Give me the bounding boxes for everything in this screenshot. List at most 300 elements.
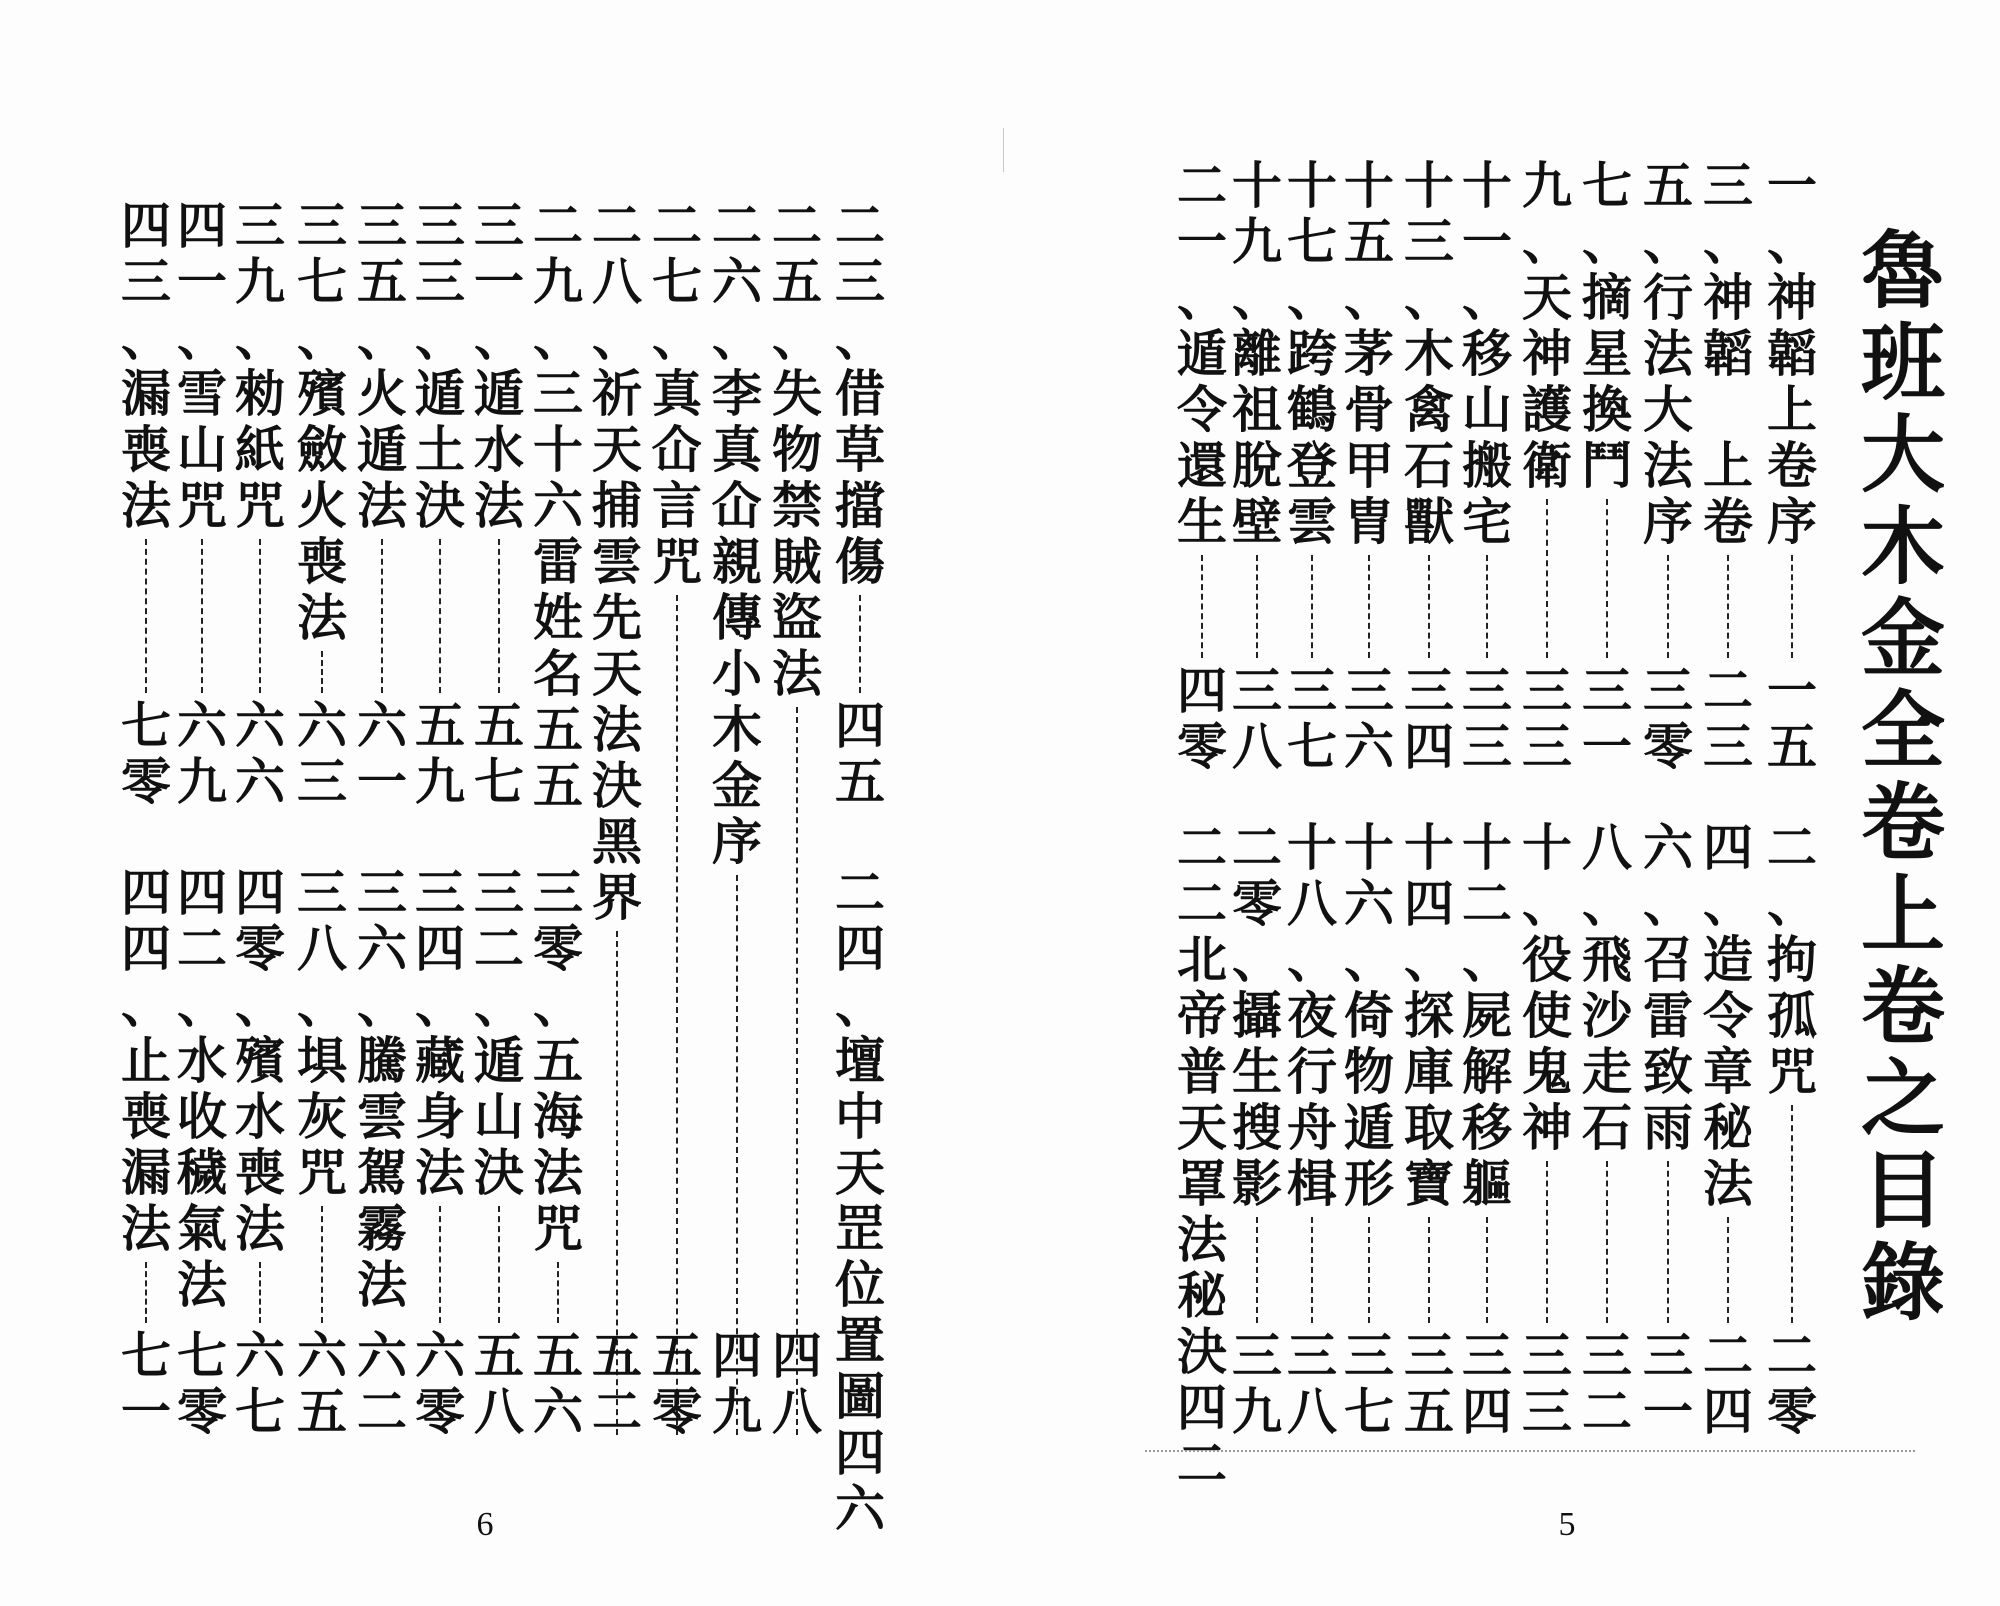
entry-char: 脫 [1232,436,1282,495]
entry-char: 三 [533,364,583,423]
page-digit: 三 [1462,661,1512,720]
entry-char: 金 [712,756,762,815]
entry-char: 造 [1703,930,1753,989]
entry-char: 、 [1703,212,1753,271]
dotted-leader [259,1262,261,1323]
entry-char: 中 [835,1087,885,1146]
page-digit: 三 [1643,1326,1693,1385]
entry-heading [1225,158,1289,550]
entry-char: 、 [712,308,762,367]
entry-char: 斂 [297,420,347,479]
entry-char: 、 [357,975,407,1034]
page-digit: 零 [177,1382,227,1441]
dotted-leader [498,1206,500,1323]
dotted-leader [1667,555,1669,658]
dotted-leader [439,1206,441,1323]
entry-char: 仚 [712,476,762,535]
dotted-leader [1727,555,1729,658]
toc-entry-upper [645,198,709,1440]
entry-char: 親 [712,532,762,591]
toc-entry-lower [1760,820,1824,1440]
entry-char: 、 [1344,930,1394,989]
entry-char: 火 [297,476,347,535]
dotted-leader [1486,555,1488,658]
entry-char: 舟 [1287,1098,1337,1157]
dotted-leader [1311,1217,1313,1323]
page-digit: 三 [1522,1382,1572,1441]
entry-char: 、 [652,308,702,367]
page-digit: 三 [1462,1326,1512,1385]
entry-char: 咒 [297,1143,347,1202]
entry-char: 置 [835,1311,885,1370]
page-digit: 六 [533,1382,583,1441]
entry-char: 遁 [1177,324,1227,383]
entry-page-number [526,702,590,814]
entry-char: 序 [1767,492,1817,551]
entry-char: 真 [652,364,702,423]
toc-entry-lower [526,865,590,1440]
entry-char: 登 [1287,436,1337,495]
entry-page-number [408,1328,472,1440]
entry-char: 祖 [1232,380,1282,439]
entry-page-number [350,698,414,810]
entry-char: 三 [835,252,885,311]
entry-heading [228,865,292,1257]
page-digit: 三 [1232,1326,1282,1385]
toc-entry-upper [765,198,829,1440]
entry-char: 一 [177,252,227,311]
toc-entry-lower [467,865,531,1440]
dotted-leader [1546,1161,1548,1323]
entry-char: 四 [177,863,227,922]
entry-char: 六 [533,476,583,535]
entry-char: 勑 [235,364,285,423]
entry-page-number [1397,663,1461,775]
entry-char: 木 [1404,324,1454,383]
entry-char: 序 [1643,492,1693,551]
page-digit: 五 [652,1326,702,1385]
entry-char: 捕 [592,476,642,535]
entry-char: 三 [235,196,285,255]
page-digit: 二 [357,1382,407,1441]
entry-char: 換 [1582,380,1632,439]
entry-char [1696,382,1760,438]
entry-char: 先 [592,588,642,647]
entry-char: 三 [1404,212,1454,271]
page-digit: 六 [1344,717,1394,776]
dotted-leader [1428,1217,1430,1323]
entry-char: 三 [415,196,465,255]
dotted-leader [1791,555,1793,658]
entry-heading [1636,820,1700,1156]
entry-char: 、 [835,975,885,1034]
entry-char: 十 [1232,156,1282,215]
entry-char: 漏 [121,1143,171,1202]
entry-char: 、 [297,308,347,367]
entry-char: 穢 [177,1143,227,1202]
entry-char: 搜 [1232,1098,1282,1157]
dotted-leader [557,1262,559,1323]
toc-entry-lower [408,865,472,1440]
entry-char: 三 [121,252,171,311]
page-digit: 三 [1522,1326,1572,1385]
entry-heading [1760,158,1824,550]
entry-char: 土 [415,420,465,479]
entry-char: 、 [1703,874,1753,933]
entry-heading [1337,158,1401,550]
entry-char: 殯 [235,1031,285,1090]
entry-char: 、 [474,975,524,1034]
entry-char: 擋 [835,476,885,535]
entry-char: 二 [712,196,762,255]
page-digit: 五 [592,1326,642,1385]
toc-entry-lower [170,865,234,1440]
entry-page-number [467,698,531,810]
entry-page-number [585,1328,649,1440]
toc-title-char: 目 [1860,1141,1945,1240]
entry-char: 令 [1703,986,1753,1045]
entry-char: 物 [1344,1042,1394,1101]
entry-char: 九 [235,252,285,311]
toc-entry-upper [526,196,590,815]
entry-char: 解 [1462,1042,1512,1101]
page-digit: 三 [1344,1326,1394,1385]
entry-char: 黑 [592,812,642,871]
entry-page-number [1636,1328,1700,1440]
toc-entry-lower [1280,820,1344,1440]
entry-char: 禁 [772,476,822,535]
entry-page-number [1575,663,1639,775]
dotted-leader [439,539,441,693]
entry-char: 法 [1177,1210,1227,1269]
entry-char: 法 [357,1255,407,1314]
entry-page-number [290,698,354,810]
entry-heading [1280,158,1344,550]
page-digit: 一 [121,1382,171,1441]
entry-char: 胄 [1344,492,1394,551]
page-digit: 一 [357,752,407,811]
entry-heading [1515,158,1579,494]
entry-char: 盜 [772,588,822,647]
entry-heading [1575,158,1639,494]
dotted-leader [145,1262,147,1323]
entry-char: 、 [1643,874,1693,933]
entry-char: 賊 [772,532,822,591]
entry-char: 雪 [177,364,227,423]
entry-char: 、 [835,308,885,367]
entry-char: 壁 [1232,492,1282,551]
entry-char: 零 [235,919,285,978]
dotted-leader [676,595,678,1435]
page-number-left: 6 [476,1506,494,1543]
entry-page-number [1760,663,1824,775]
entry-char: 七 [652,252,702,311]
page-digit: 五 [533,1326,583,1385]
entry-char: 軀 [1462,1154,1512,1213]
entry-char: 十 [1287,156,1337,215]
toc-title-char: 魯 [1860,221,1945,320]
entry-char: 搬 [1462,436,1512,495]
entry-char: 、 [1767,212,1817,271]
entry-char: 夜 [1287,986,1337,1045]
entry-char: 、 [235,308,285,367]
entry-page-number [1760,1328,1824,1440]
toc-title-char: 班 [1860,313,1945,412]
entry-char: 法 [1643,436,1693,495]
entry-char: 衛 [1522,436,1572,495]
toc-entry-upper [1696,158,1760,775]
entry-char: 茅 [1344,324,1394,383]
page-digit: 七 [1344,1382,1394,1441]
entry-char: 秘 [1703,1098,1753,1157]
entry-char: 鬥 [1582,436,1632,495]
toc-entry-upper [1760,158,1824,775]
entry-char: 行 [1643,268,1693,327]
entry-char: 十 [1344,156,1394,215]
page-digit: 二 [1703,661,1753,720]
entry-char: 探 [1404,986,1454,1045]
entry-char: 十 [1344,818,1394,877]
page-digit: 五 [1404,1382,1454,1441]
entry-char: 移 [1462,1098,1512,1157]
entry-heading [228,198,292,534]
dotted-leader [1201,555,1203,658]
entry-heading [526,865,590,1257]
entry-char: 倚 [1344,986,1394,1045]
entry-char: 三 [297,196,347,255]
entry-page-number [1170,663,1234,775]
page-digit: 七 [121,696,171,755]
entry-page-number [1397,1328,1461,1440]
page-digit: 五 [835,752,885,811]
toc-entry-upper [228,198,292,810]
entry-char: 三 [297,863,347,922]
entry-char: 、 [1767,874,1817,933]
entry-char: 使 [1522,986,1572,1045]
toc-entry-upper [705,198,769,1440]
toc-entry-lower [1696,820,1760,1440]
entry-char: 十 [1522,818,1572,877]
entry-char: 、 [1522,874,1572,933]
entry-heading [1280,820,1344,1212]
entry-char: 八 [592,252,642,311]
entry-char: 天 [592,420,642,479]
entry-page-number [828,698,892,810]
page-digit: 三 [1582,661,1632,720]
entry-char: 攝 [1232,986,1282,1045]
entry-char: 法 [533,1143,583,1202]
entry-heading [585,198,649,926]
page-digit: 四 [835,1423,885,1482]
entry-char: 一 [474,252,524,311]
entry-char: 取 [1404,1098,1454,1157]
entry-char: 罡 [835,1199,885,1258]
entry-char: 行 [1287,1042,1337,1101]
entry-char: 章 [1703,1042,1753,1101]
entry-char: 法 [474,476,524,535]
entry-char: 遁 [357,420,407,479]
dotted-leader [201,539,203,693]
entry-char: 十 [1287,818,1337,877]
entry-char: 二 [835,196,885,255]
entry-char: 致 [1643,1042,1693,1101]
dotted-leader [321,651,323,693]
page-number-right: 5 [1558,1506,1576,1543]
page-digit: 七 [121,1326,171,1385]
dotted-leader [1368,1217,1370,1323]
right-page [1000,0,2000,1606]
entry-char: 言 [652,476,702,535]
toc-entry-upper [467,198,531,810]
page-digit: 二 [1177,1434,1227,1493]
entry-char: 名 [533,644,583,703]
entry-char: 十 [1404,818,1454,877]
entry-page-number [114,698,178,810]
entry-heading [1337,820,1401,1212]
page-digit: 三 [1703,717,1753,776]
entry-char: 十 [1462,818,1512,877]
entry-char: 姓 [533,588,583,647]
entry-heading [408,865,472,1201]
entry-page-number [170,698,234,810]
entry-char: 召 [1643,930,1693,989]
page-digit: 三 [1287,1326,1337,1385]
entry-char: 二 [474,919,524,978]
toc-entry-lower [1170,818,1234,1493]
entry-char: 二 [1462,874,1512,933]
entry-char: 雲 [592,532,642,591]
entry-char: 山 [177,420,227,479]
dotted-leader [1606,1161,1608,1323]
entry-char: 、 [533,308,583,367]
entry-char: 法 [357,476,407,535]
entry-char: 位 [835,1255,885,1314]
entry-heading [828,865,892,1425]
entry-page-number [114,1328,178,1440]
entry-char: 天 [1177,1098,1227,1157]
entry-char: 離 [1232,324,1282,383]
entry-char: 七 [297,252,347,311]
entry-page-number [1280,663,1344,775]
toc-entry-upper [1515,158,1579,775]
entry-char: 三 [357,196,407,255]
entry-char: 七 [1287,212,1337,271]
page-digit: 四 [835,696,885,755]
page-digit: 五 [474,696,524,755]
entry-char: 二 [1177,874,1227,933]
entry-char: 六 [712,252,762,311]
entry-char: 神 [1522,324,1572,383]
entry-char: 雷 [533,532,583,591]
dotted-leader [381,539,383,693]
entry-heading [1760,820,1824,1100]
page-digit: 四 [1177,661,1227,720]
entry-char: 四 [1703,818,1753,877]
entry-char: 、 [1582,874,1632,933]
entry-char: 十 [1404,156,1454,215]
entry-char: 決 [474,1143,524,1202]
entry-char: 遁 [1344,1098,1394,1157]
entry-char: 駕 [357,1143,407,1202]
entry-char: 罩 [1177,1154,1227,1213]
entry-char: 六 [1344,874,1394,933]
toc-entry-lower [828,863,892,1538]
entry-page-number [1455,1328,1519,1440]
entry-char: 雷 [1643,986,1693,1045]
entry-char: 法 [415,1143,465,1202]
page-digit: 二 [1703,1326,1753,1385]
dotted-leader [1667,1161,1669,1323]
page-digit: 六 [835,1479,885,1538]
entry-char: 孤 [1767,986,1817,1045]
toc-title-char: 卷 [1860,957,1945,1056]
toc-title-char: 錄 [1860,1233,1945,1332]
toc-title-char: 全 [1860,681,1945,780]
page-digit: 一 [1643,1382,1693,1441]
entry-page-number [1337,1328,1401,1440]
page-digit: 三 [1522,717,1572,776]
entry-char: 殯 [297,364,347,423]
toc-entry-upper [1280,158,1344,775]
entry-page-number [828,1425,892,1537]
entry-char: 物 [772,420,822,479]
entry-char: 七 [1582,156,1632,215]
entry-char: 、 [357,308,407,367]
entry-heading [170,198,234,534]
entry-char: 拘 [1767,930,1817,989]
entry-char: 神 [1522,1098,1572,1157]
page-digit: 三 [1404,661,1454,720]
entry-char: 二 [1177,156,1227,215]
dotted-leader [1606,499,1608,658]
entry-char: 、 [1287,930,1337,989]
entry-char: 法 [177,1255,227,1314]
entry-char: 、 [533,975,583,1034]
entry-heading [114,865,178,1257]
toc-entry-upper [408,198,472,810]
entry-char: 李 [712,364,762,423]
entry-page-number [526,1328,590,1440]
page-digit: 零 [652,1382,702,1441]
entry-char: 、 [1462,930,1512,989]
toc-entry-upper [1225,158,1289,775]
entry-char: 十 [533,420,583,479]
entry-page-number [1515,663,1579,775]
page-digit: 五 [1767,717,1817,776]
entry-char: 法 [235,1199,285,1258]
toc-title-char: 上 [1860,865,1945,964]
entry-heading [290,198,354,646]
entry-page-number [290,1328,354,1440]
entry-char: 真 [712,420,762,479]
entry-char: 庫 [1404,1042,1454,1101]
entry-char: 獸 [1404,492,1454,551]
entry-heading [1636,158,1700,550]
entry-char: 水 [474,420,524,479]
entry-char: 、 [1177,268,1227,327]
dotted-leader [1546,499,1548,658]
dotted-leader [1727,1217,1729,1323]
entry-char: 二 [835,863,885,922]
toc-entry-upper [828,198,892,810]
toc-entry-upper [114,198,178,810]
entry-char: 咒 [1767,1042,1817,1101]
page-digit: 三 [1344,661,1394,720]
entry-heading [765,198,829,702]
entry-heading [467,198,531,534]
entry-char: 雨 [1643,1098,1693,1157]
page-digit: 四 [1462,1382,1512,1441]
